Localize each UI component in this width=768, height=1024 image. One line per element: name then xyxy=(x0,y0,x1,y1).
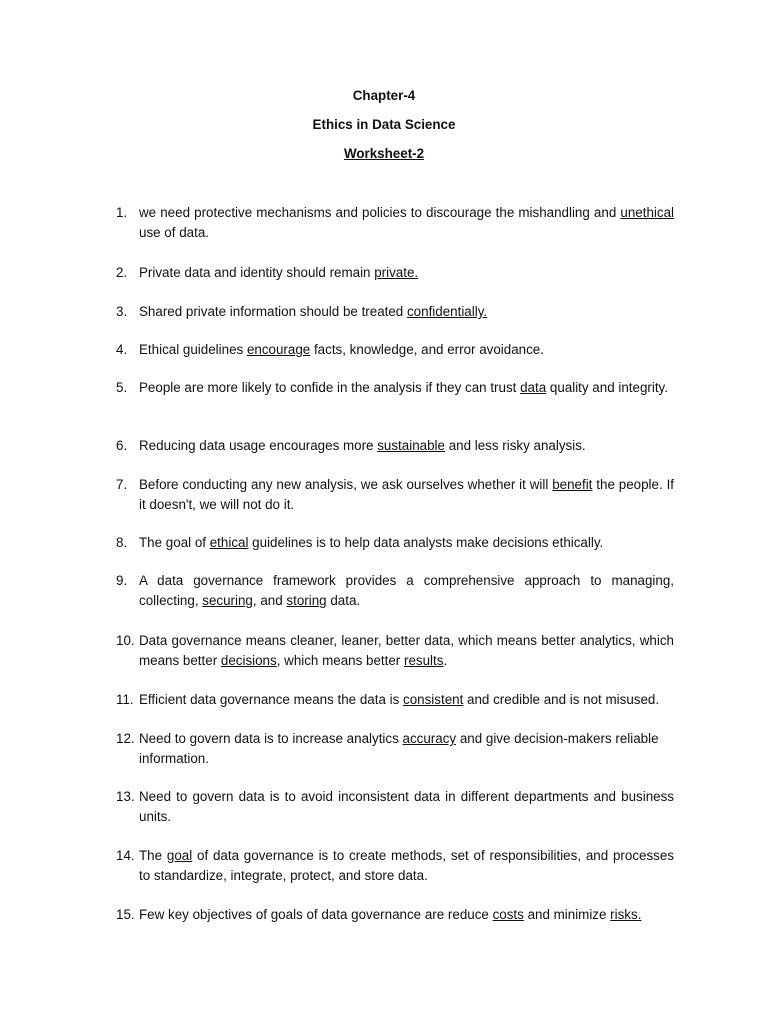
item-text-segment: The xyxy=(139,848,167,863)
item-text xyxy=(139,263,674,283)
item-text-segment: Ethical guidelines xyxy=(139,342,247,357)
answer-blank: storing xyxy=(286,593,327,608)
item-number: 13. xyxy=(116,789,135,804)
item-text-segment: and less risky analysis. xyxy=(444,438,586,453)
item-text-segment: Reducing data usage encourages more xyxy=(139,438,378,453)
item-number: 14. xyxy=(116,848,135,863)
item-text-segment: quality and integrity. xyxy=(546,380,668,395)
item-text-segment: People are more likely to confide in the analysis if they can trust xyxy=(139,380,521,395)
answer-blank: sustainable xyxy=(377,438,445,453)
item-text-segment: Need to govern data is to increase analytics xyxy=(139,731,403,746)
item-text-segment: Efficient data governance means the data is xyxy=(139,692,404,707)
item-text-segment: Need to govern data is to avoid inconsistent data in different departments and business units. xyxy=(139,789,674,824)
answer-blank: benefit xyxy=(552,477,593,492)
item-number: 15. xyxy=(116,907,135,922)
item-number: 7. xyxy=(116,477,128,492)
subject-heading: Ethics in Data Science xyxy=(312,117,456,132)
item-text xyxy=(139,571,674,611)
item-text-segment: , which means better xyxy=(276,653,404,668)
item-text xyxy=(139,475,674,515)
item-text-segment: we need protective mechanisms and policies to discourage the mishandling and xyxy=(139,205,621,220)
item-number: 6. xyxy=(116,438,128,453)
item-number: 8. xyxy=(116,535,128,550)
answer-blank: goal xyxy=(166,848,193,863)
item-text-segment: use of data. xyxy=(139,225,209,240)
item-number: 5. xyxy=(116,380,128,395)
answer-blank: accuracy xyxy=(402,731,457,746)
item-text xyxy=(139,340,674,360)
item-text xyxy=(139,787,674,827)
answer-blank: data xyxy=(520,380,547,395)
item-text-segment: Few key objectives of goals of data governance are reduce xyxy=(139,907,493,922)
item-number: 12. xyxy=(116,731,135,746)
item-text-segment: of data governance is to create methods, set of responsibilities, and processes to standardize, integrate, protect, and store data. xyxy=(139,848,675,883)
chapter-heading: Chapter-4 xyxy=(352,88,416,103)
item-text xyxy=(139,436,674,456)
item-text-segment: Shared private information should be treated xyxy=(139,304,407,319)
item-number: 10. xyxy=(116,633,135,648)
item-text xyxy=(139,631,674,671)
answer-blank: ethical xyxy=(209,535,249,550)
item-text xyxy=(139,846,674,886)
answer-blank: unethical xyxy=(620,205,674,220)
answer-blank: costs xyxy=(492,907,524,922)
item-text-segment: The goal of xyxy=(139,535,210,550)
item-number: 1. xyxy=(116,205,128,220)
item-number: 4. xyxy=(116,342,128,357)
item-text-segment: guidelines is to help data analysts make decisions ethically. xyxy=(248,535,604,550)
answer-blank: consistent xyxy=(403,692,464,707)
item-text xyxy=(139,729,674,769)
item-number: 2. xyxy=(116,265,128,280)
worksheet-heading: Worksheet-2 xyxy=(343,146,425,161)
item-text xyxy=(139,378,674,398)
item-text-segment: data. xyxy=(326,593,361,608)
answer-blank: confidentially. xyxy=(406,304,488,319)
item-text-segment: A data governance framework provides a comprehensive approach to managing, collecting, xyxy=(139,573,674,608)
item-number: 3. xyxy=(116,304,128,319)
item-text-segment: and minimize xyxy=(523,907,611,922)
item-text-segment: , and xyxy=(252,593,287,608)
item-text-segment: facts, knowledge, and error avoidance. xyxy=(310,342,544,357)
answer-blank: encourage xyxy=(246,342,311,357)
answer-blank: risks. xyxy=(610,907,642,922)
answer-blank: securing xyxy=(202,593,253,608)
item-text-segment: . xyxy=(443,653,448,668)
item-text-segment: Before conducting any new analysis, we ask ourselves whether it will xyxy=(139,477,553,492)
answer-blank: results xyxy=(403,653,444,668)
item-text xyxy=(139,905,674,925)
answer-blank: decisions xyxy=(220,653,277,668)
item-text xyxy=(139,203,674,243)
item-number: 9. xyxy=(116,573,128,588)
answer-blank: private. xyxy=(374,265,419,280)
item-text-segment: Data governance means cleaner, leaner, better data, which means better analytics, which means better xyxy=(139,633,674,668)
item-text xyxy=(139,690,674,710)
item-text-segment: the people. If it doesn't, we will not do it. xyxy=(139,477,675,512)
item-text-segment: and credible and is not misused. xyxy=(463,692,660,707)
item-text xyxy=(139,302,674,322)
item-text xyxy=(139,533,674,553)
item-number: 11. xyxy=(116,692,134,707)
item-text-segment: Private data and identity should remain xyxy=(139,265,375,280)
item-text-segment: and give decision-makers reliable information. xyxy=(139,731,659,766)
